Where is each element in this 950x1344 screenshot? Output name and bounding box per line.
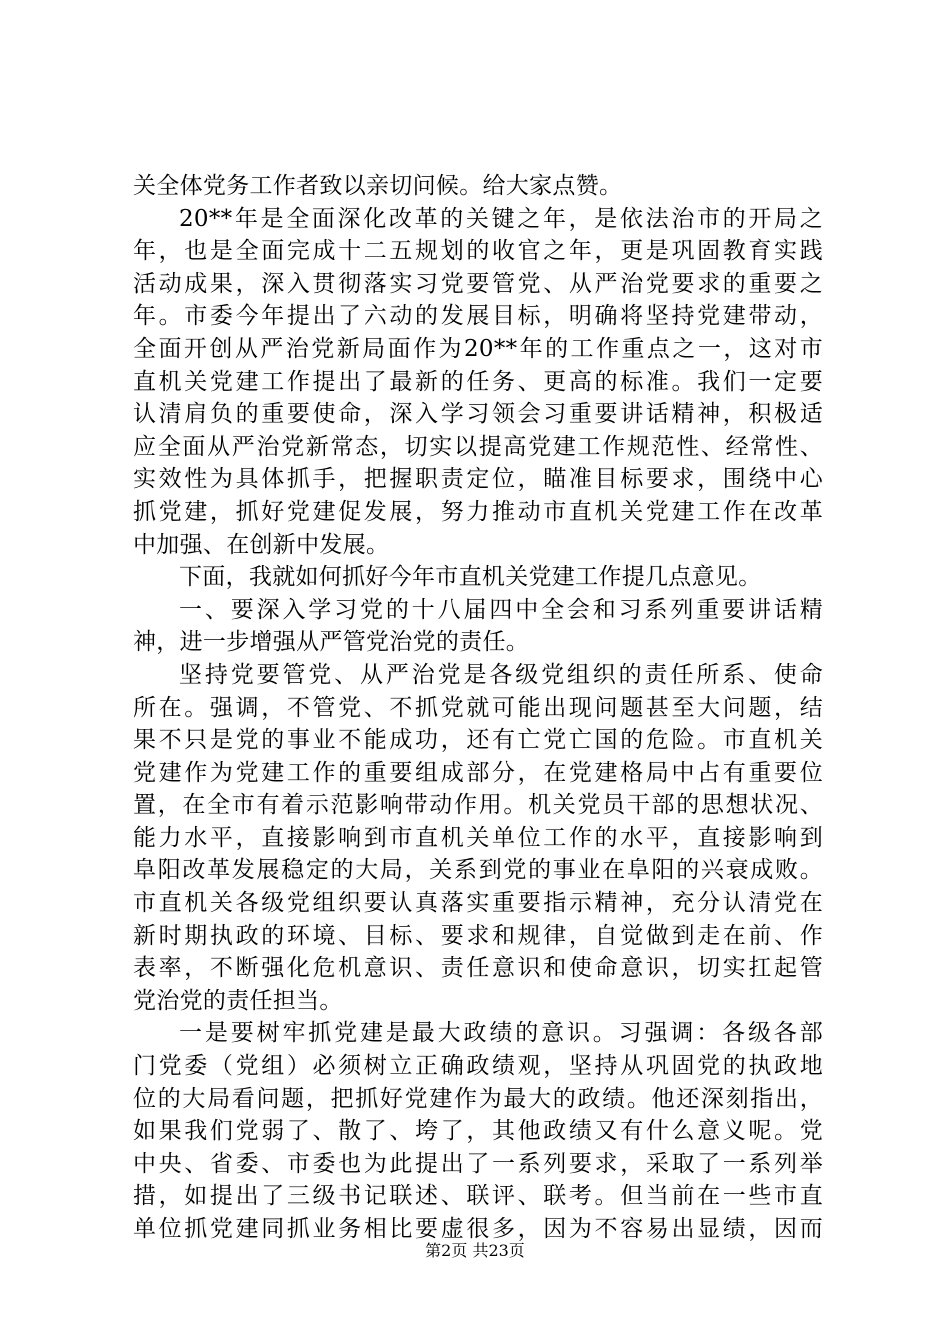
text-line: 20**年是全面深化改革的关键之年，是依法治市的开局之	[179, 205, 823, 232]
text-line: 市直机关各级党组织要认真落实重要指示精神，充分认清党在	[133, 890, 823, 917]
text-line: 党治党的责任担当。	[133, 987, 343, 1014]
text-line: 中加强、在创新中发展。	[133, 531, 390, 558]
text-line: 位的大局看问题，把抓好党建作为最大的政绩。他还深刻指出，	[133, 1085, 823, 1112]
text-line: 年。市委今年提出了六动的发展目标，明确将坚持党建带动，	[133, 303, 823, 330]
text-line: 果不只是党的事业不能成功，还有亡党亡国的危险。市直机关	[133, 727, 823, 754]
document-body	[133, 170, 823, 1246]
text-line: 直机关党建工作提出了最新的任务、更高的标准。我们一定要	[133, 368, 823, 395]
text-line: 单位抓党建同抓业务相比要虚很多，因为不容易出显绩，因而	[133, 1216, 823, 1242]
text-line: 阜阳改革发展稳定的大局，关系到党的事业在阜阳的兴衰成败。	[133, 857, 823, 884]
text-line: 关全体党务工作者致以亲切问候。给大家点赞。	[133, 173, 623, 199]
text-line: 中央、省委、市委也为此提出了一系列要求，采取了一系列举	[133, 1150, 823, 1177]
text-line: 坚持党要管党、从严治党是各级党组织的责任所系、使命	[179, 661, 823, 688]
text-line: 活动成果，深入贯彻落实习党要管党、从严治党要求的重要之	[133, 270, 823, 297]
text-line: 下面，我就如何抓好今年市直机关党建工作提几点意见。	[179, 564, 762, 591]
text-line: 门党委（党组）必须树立正确政绩观，坚持从巩固党的执政地	[133, 1053, 823, 1080]
text-line: 实效性为具体抓手，把握职责定位，瞄准目标要求，围绕中心	[133, 466, 823, 493]
text-line: 一是要树牢抓党建是最大政绩的意识。习强调：各级各部	[179, 1020, 823, 1047]
text-line: 表率，不断强化危机意识、责任意识和使命意识，切实扛起管	[133, 955, 823, 982]
text-line: 抓党建，抓好党建促发展，努力推动市直机关党建工作在改革	[133, 498, 823, 525]
text-line: 认清肩负的重要使命，深入学习领会习重要讲话精神，积极适	[133, 401, 823, 428]
text-line: 如果我们党弱了、散了、垮了，其他政绩又有什么意义呢。党	[133, 1118, 823, 1145]
text-line: 所在。强调，不管党、不抓党就可能出现问题甚至大问题，结	[133, 694, 823, 721]
page-number-footer: 第2页 共23页	[425, 1241, 525, 1260]
text-line: 应全面从严治党新常态，切实以提高党建工作规范性、经常性、	[133, 433, 823, 460]
text-line: 置，在全市有着示范影响带动作用。机关党员干部的思想状况、	[133, 792, 823, 819]
text-line: 全面开创从严治党新局面作为20**年的工作重点之一，这对市	[133, 335, 823, 362]
text-line: 年，也是全面完成十二五规划的收官之年，更是巩固教育实践	[133, 238, 823, 265]
text-line: 措，如提出了三级书记联述、联评、联考。但当前在一些市直	[133, 1183, 823, 1210]
text-line: 新时期执政的环境、目标、要求和规律，自觉做到走在前、作	[133, 922, 823, 949]
text-line: 神，进一步增强从严管党治党的责任。	[133, 629, 530, 656]
text-line: 党建作为党建工作的重要组成部分，在党建格局中占有重要位	[133, 759, 823, 786]
text-line: 能力水平，直接影响到市直机关单位工作的水平，直接影响到	[133, 824, 823, 851]
text-line: 一、要深入学习党的十八届四中全会和习系列重要讲话精	[179, 596, 823, 623]
